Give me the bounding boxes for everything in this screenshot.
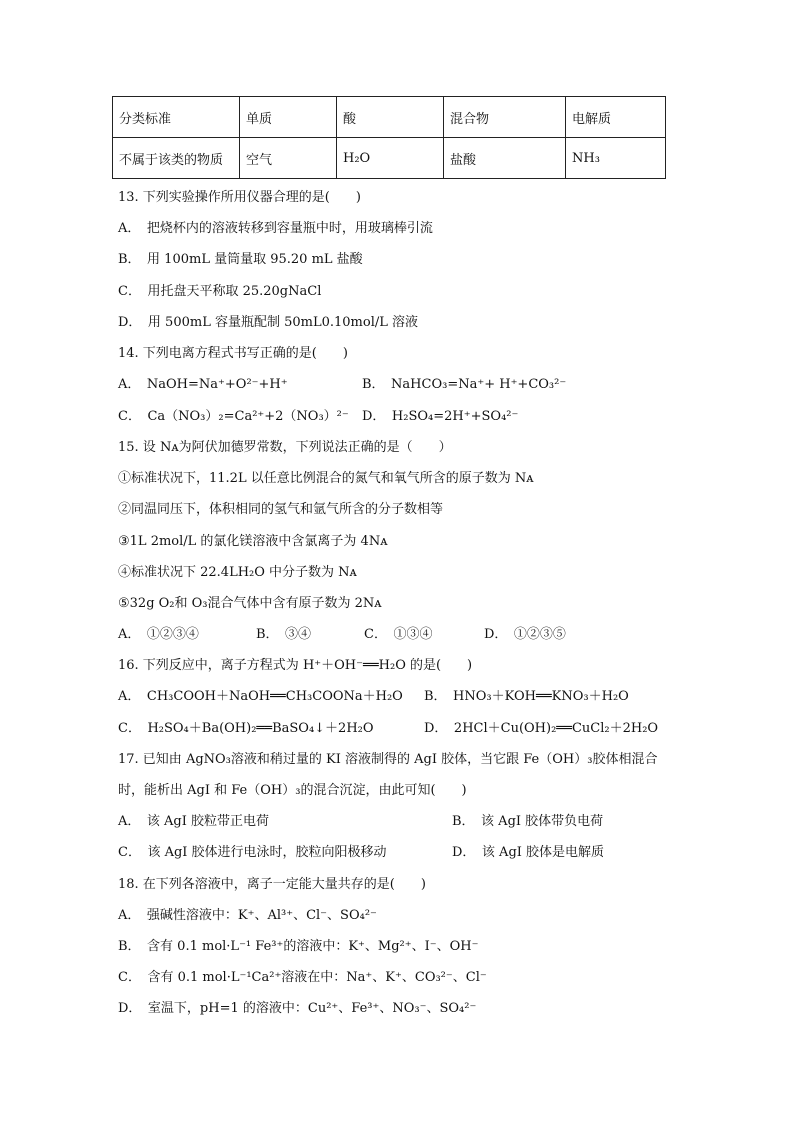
answer-option: A． CH₃COOH＋NaOH══CH₃COONa＋H₂O (118, 689, 403, 704)
statement-item: ④标准状况下 22.4LH₂O 中分子数为 Nᴀ (118, 565, 357, 580)
answer-option: D． 2HCl＋Cu(OH)₂══CuCl₂＋2H₂O (424, 721, 659, 736)
answer-option: D． 该 AgI 胶体是电解质 (452, 845, 605, 860)
answer-option: B． 该 AgI 胶体带负电荷 (452, 814, 604, 829)
question-stem: 13. 下列实验操作所用仪器合理的是( ) (118, 190, 361, 205)
question-stem: 17. 已知由 AgNO₃溶液和稍过量的 KI 溶液制得的 AgI 胶体，当它跟 Fe（OH）₃胶体相混合 (118, 752, 658, 767)
answer-option: A． 把烧杯内的溶液转移到容量瓶中时，用玻璃棒引流 (118, 221, 433, 236)
answer-option: C． 含有 0.1 mol·L⁻¹Ca²⁺溶液在中：Na⁺、K⁺、CO₃²⁻、Cl⁻ (118, 970, 487, 985)
table-cell: 不属于该类的物质 (113, 138, 240, 179)
answer-option: A． 该 AgI 胶粒带正电荷 (118, 814, 269, 829)
answer-option: D． 室温下，pH=1 的溶液中：Cu²⁺、Fe³⁺、NO₃⁻、SO₄²⁻ (118, 1001, 477, 1016)
table-cell: 分类标准 (113, 97, 240, 138)
answer-option: B． NaHCO₃=Na⁺+ H⁺+CO₃²⁻ (362, 377, 567, 392)
answer-option: C． H₂SO₄＋Ba(OH)₂══BaSO₄↓＋2H₂O (118, 721, 374, 736)
table-cell: H₂O (337, 138, 444, 179)
table-cell: 空气 (240, 138, 337, 179)
answer-option: C． 该 AgI 胶体进行电泳时，胶粒向阳极移动 (118, 845, 387, 860)
answer-option: A． NaOH=Na⁺+O²⁻+H⁺ (118, 377, 288, 392)
question-stem-continued: 时，能析出 AgI 和 Fe（OH）₃的混合沉淀，由此可知( ) (118, 783, 467, 798)
answer-option: D． 用 500mL 容量瓶配制 50mL0.10mol/L 溶液 (118, 315, 418, 330)
answer-option: C． 用托盘天平称取 25.20gNaCl (118, 284, 322, 299)
classification-table (112, 96, 666, 179)
answer-option: B． 含有 0.1 mol·L⁻¹ Fe³⁺的溶液中：K⁺、Mg²⁺、I⁻、OH⁻ (118, 939, 479, 954)
answer-option: C． Ca（NO₃）₂=Ca²⁺+2（NO₃）²⁻ (118, 409, 349, 424)
statement-item: ⑤32g O₂和 O₃混合气体中含有原子数为 2Nᴀ (118, 596, 382, 611)
answer-option: A． 强碱性溶液中：K⁺、Al³⁺、Cl⁻、SO₄²⁻ (118, 908, 377, 923)
table-row (113, 138, 666, 179)
question-stem: 14. 下列电离方程式书写正确的是( ) (118, 346, 348, 361)
question-stem: 15. 设 Nᴀ为阿伏加德罗常数，下列说法正确的是（ ） (118, 440, 452, 455)
table-cell: 混合物 (444, 97, 566, 138)
answer-option: B． HNO₃＋KOH══KNO₃＋H₂O (424, 689, 629, 704)
table-row (113, 97, 666, 138)
table-cell: 电解质 (566, 97, 666, 138)
statement-item: ②同温同压下，体积相同的氢气和氩气所含的分子数相等 (118, 502, 444, 517)
statement-item: ①标准状况下，11.2L 以任意比例混合的氮气和氧气所含的原子数为 Nᴀ (118, 471, 534, 486)
answer-option: C． ①③④ (364, 627, 433, 642)
table-cell: 盐酸 (444, 138, 566, 179)
question-stem: 18. 在下列各溶液中，离子一定能大量共存的是( ) (118, 877, 426, 892)
answer-option: D． ①②③⑤ (484, 627, 566, 642)
answer-option: D． H₂SO₄=2H⁺+SO₄²⁻ (362, 409, 519, 424)
answer-option: B． ③④ (256, 627, 312, 642)
table-cell: 单质 (240, 97, 337, 138)
question-stem: 16. 下列反应中，离子方程式为 H⁺＋OH⁻══H₂O 的是( ) (118, 658, 473, 673)
table-cell: 酸 (337, 97, 444, 138)
statement-item: ③1L 2mol/L 的氯化镁溶液中含氯离子为 4Nᴀ (118, 534, 388, 549)
answer-option: A． ①②③④ (118, 627, 199, 642)
table-cell: NH₃ (566, 138, 666, 179)
answer-option: B． 用 100mL 量筒量取 95.20 mL 盐酸 (118, 252, 363, 267)
